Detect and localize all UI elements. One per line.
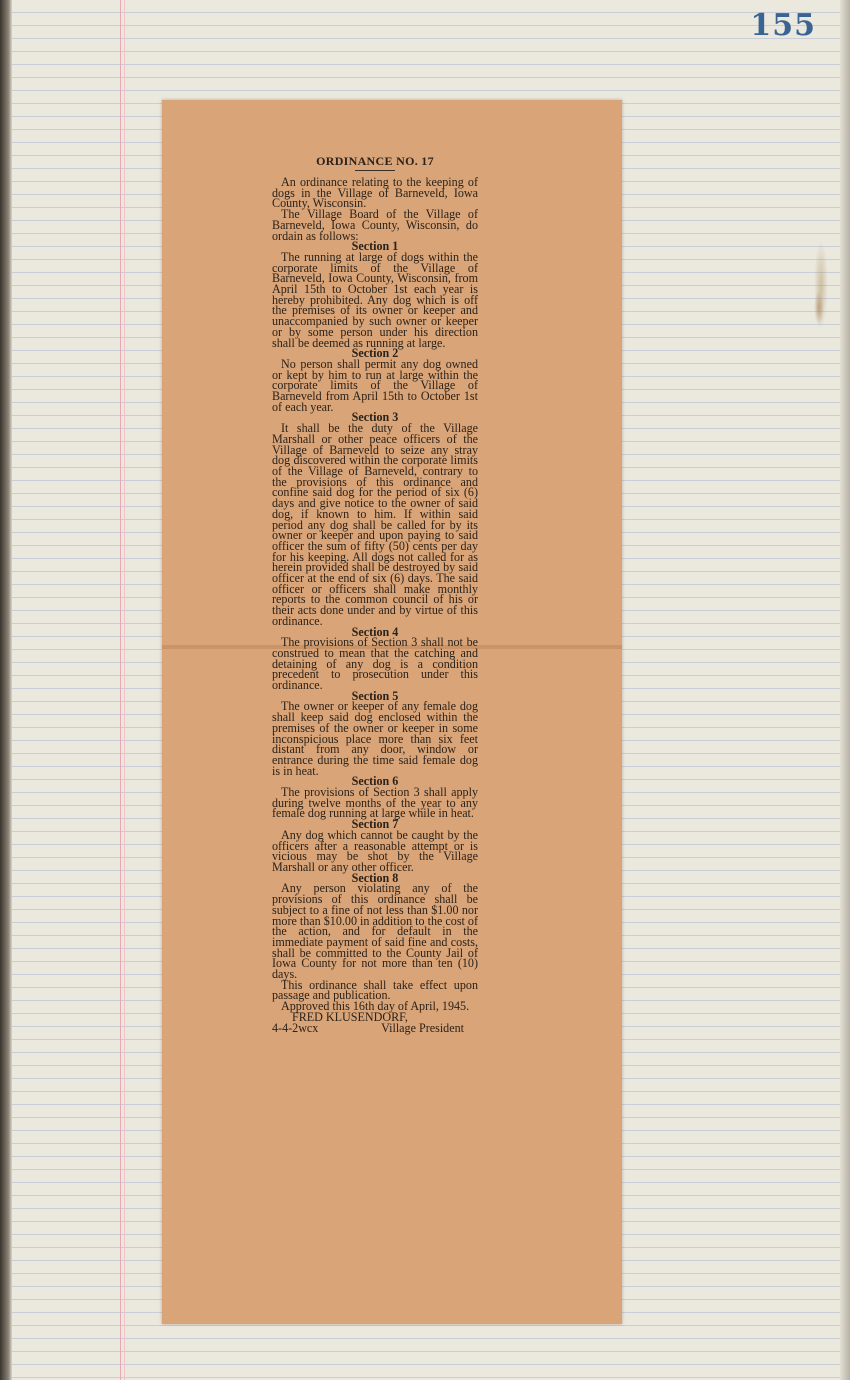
section-heading: Section 2 — [351, 346, 399, 361]
section-text: Any dog which cannot be caught by the officers after a reasonable attempt or is vicious may be shot by the Village Marshall or any other officer. — [272, 827, 478, 874]
section-heading: Section 3 — [351, 410, 399, 425]
section-heading: Section 1 — [351, 239, 399, 254]
signer-name: FRED KLUSENDORF, — [292, 1009, 408, 1024]
margin-rule — [120, 0, 121, 1380]
intro-paragraph: The Village Board of the Village of Barneveld, Iowa County, Wisconsin, do ordain as follows: — [272, 207, 478, 243]
section-text: The owner or keeper of any female dog shall keep said dog enclosed within the premises of the owner or keeper in some inconspicious place more than six feet distant from any door, window or entrance during the time said female dog is in heat. — [272, 699, 478, 778]
page-binding — [0, 0, 12, 1380]
margin-rule-secondary — [124, 0, 125, 1380]
section-text: It shall be the duty of the Village Marshall or other peace officers of the Village of Barneveld to seize any stray dog discovered within the corporate limits of the Village of Barneveld, contrary to the provisions of this ordinance and confine said dog for the period of six (6) days and give notice to the owner of said dog, if known to him. If within said period any dog shall be called for by its owner or keeper and upon paying to said officer the sum of fifty (50) cents per day for his keeping. All dogs not called for as herein provided shall be destroyed by said officer at the end of six (6) days. The said officer or officers shall make monthly reports to the common council of his or their acts done under and by virtue of this ordinance. — [272, 421, 478, 628]
publication-code: 4-4-2wcx — [272, 1020, 319, 1035]
page-number: 155 — [750, 8, 816, 43]
approval-line: Approved this 16th day of April, 1945. — [281, 999, 470, 1014]
section-text: The provisions of Section 3 shall not be construed to mean that the catching and detaining of any dog is a condition precedent to prosecution under this ordinance. — [272, 635, 478, 693]
signer-title: Village President — [381, 1020, 464, 1035]
section-heading: Section 6 — [351, 774, 399, 789]
section-heading: Section 8 — [351, 870, 399, 885]
section-heading: Section 7 — [351, 817, 399, 832]
section-text: The running at large of dogs within the corporate limits of the Village of Barneveld, Iowa County, Wisconsin, from April 15th to October 1st each year is hereby prohibited. Any dog which is off the premises of its owner or keeper and unaccompanied by such owner or keeper or by some person under his direction shall be deemed as running at large. — [272, 249, 478, 350]
section-heading: Section 5 — [351, 688, 399, 703]
effective-clause: This ordinance shall take effect upon passage and publication. — [272, 977, 478, 1003]
section-heading: Section 4 — [351, 624, 399, 639]
paper-stain — [814, 290, 824, 326]
title-rule — [355, 170, 395, 171]
page-edge — [840, 0, 850, 1380]
signature-footer — [272, 1020, 478, 1035]
ordinance-title: ORDINANCE NO. 17 — [316, 154, 434, 168]
intro-paragraph: An ordinance relating to the keeping of dogs in the Village of Barneveld, Iowa County, Wisconsin. — [272, 175, 478, 211]
section-text: No person shall permit any dog owned or kept by him to run at large within the corporate limits of the Village of Barneveld from April 15th to October 1st of each year. — [272, 356, 478, 414]
section-text: Any person violating any of the provisions of this ordinance shall be subject to a fine of not less than $1.00 nor more than $10.00 in addition to the cost of the action, and for default in the immediate payment of said fine and costs, shall be committed to the County Jail of Iowa County for not more than ten (10) days. — [272, 881, 478, 982]
ordinance-text-column — [272, 154, 478, 1033]
section-text: The provisions of Section 3 shall apply during twelve months of the year to any female dog running at large while in heat. — [272, 785, 478, 821]
newspaper-clipping — [162, 100, 622, 1324]
